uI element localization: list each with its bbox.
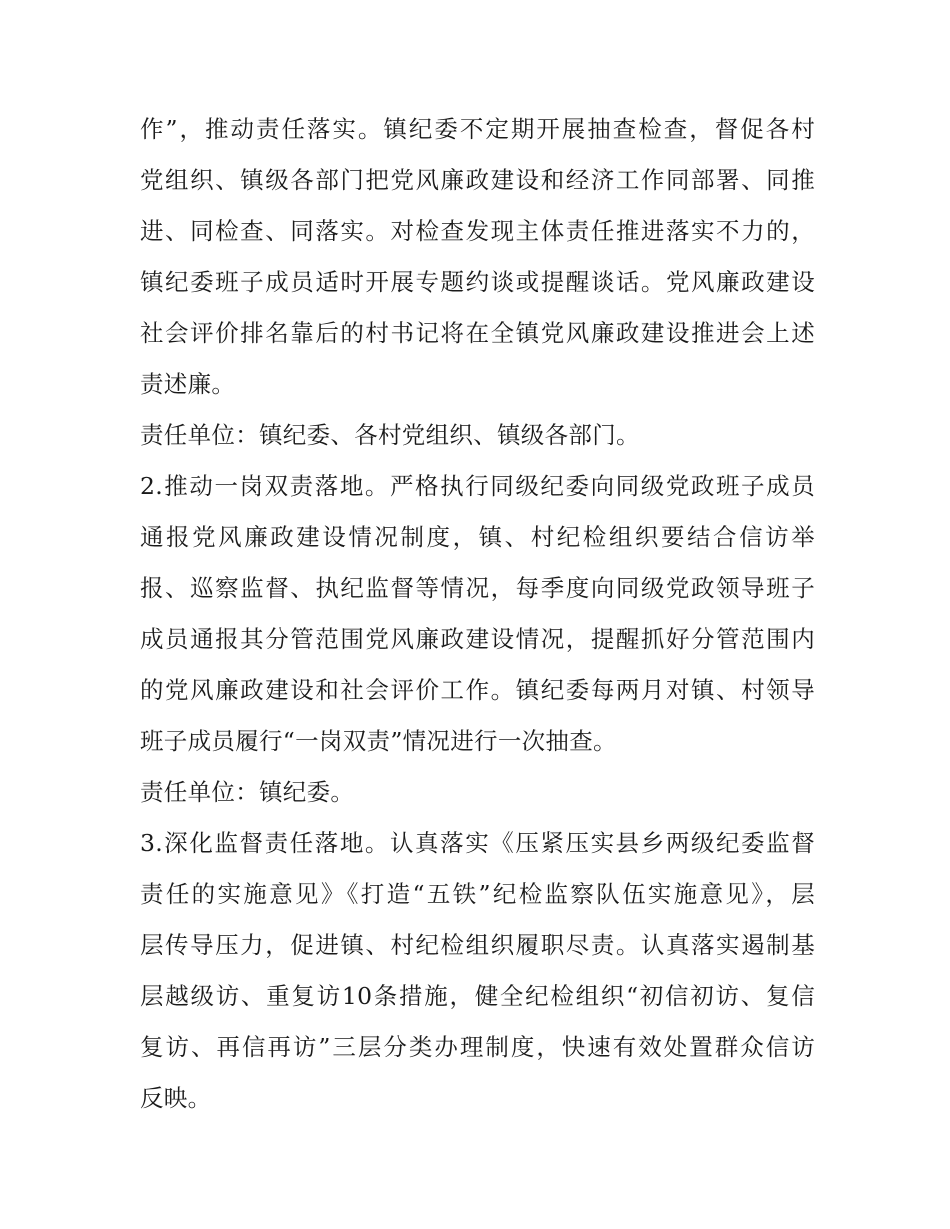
- text-line: 成员通报其分管范围党风廉政建设情况，提醒抓好分管范围内: [140, 625, 815, 653]
- text-line: 镇纪委班子成员适时开展专题约谈或提醒谈话。党风廉政建设: [140, 268, 815, 296]
- text-line: 层传导压力，促进镇、村纪检组织履职尽责。认真落实遏制基: [140, 931, 815, 959]
- text-line: 的党风廉政建设和社会评价工作。镇纪委每两月对镇、村领导: [140, 676, 815, 704]
- text-line: 责任单位：镇纪委、各村党组织、镇级各部门。: [140, 421, 640, 449]
- text-line: 党组织、镇级各部门把党风廉政建设和经济工作同部署、同推: [140, 166, 815, 194]
- paragraph-item-3: [140, 818, 815, 1124]
- text-line: 责任的实施意见》《打造“五铁”纪检监察队伍实施意见》，层: [140, 880, 815, 908]
- paragraph-responsibility-implementation: [140, 104, 815, 410]
- text-line: 责述廉。: [140, 370, 236, 398]
- paragraph-responsible-unit-1: [140, 410, 815, 461]
- text-line: 层越级访、重复访10条措施，健全纪检组织“初信初访、复信: [140, 982, 815, 1010]
- paragraph-responsible-unit-2: [140, 767, 815, 818]
- text-line: 社会评价排名靠后的村书记将在全镇党风廉政建设推进会上述: [140, 319, 815, 347]
- text-line: 3.深化监督责任落地。认真落实《压紧压实县乡两级纪委监督: [140, 829, 815, 857]
- text-line: 2.推动一岗双责落地。严格执行同级纪委向同级党政班子成员: [140, 472, 815, 500]
- paragraph-item-2: [140, 461, 815, 767]
- text-line: 作”，推动责任落实。镇纪委不定期开展抽查检查，督促各村: [140, 115, 815, 143]
- document-body: [140, 104, 815, 1124]
- text-line: 责任单位：镇纪委。: [140, 778, 355, 806]
- text-line: 进、同检查、同落实。对检查发现主体责任推进落实不力的，: [140, 217, 815, 245]
- text-line: 反映。: [140, 1084, 212, 1112]
- text-line: 报、巡察监督、执纪监督等情况，每季度向同级党政领导班子: [140, 574, 815, 602]
- text-line: 班子成员履行“一岗双责”情况进行一次抽查。: [140, 727, 617, 755]
- text-line: 通报党风廉政建设情况制度，镇、村纪检组织要结合信访举: [140, 523, 815, 551]
- text-line: 复访、再信再访”三层分类办理制度，快速有效处置群众信访: [140, 1033, 815, 1061]
